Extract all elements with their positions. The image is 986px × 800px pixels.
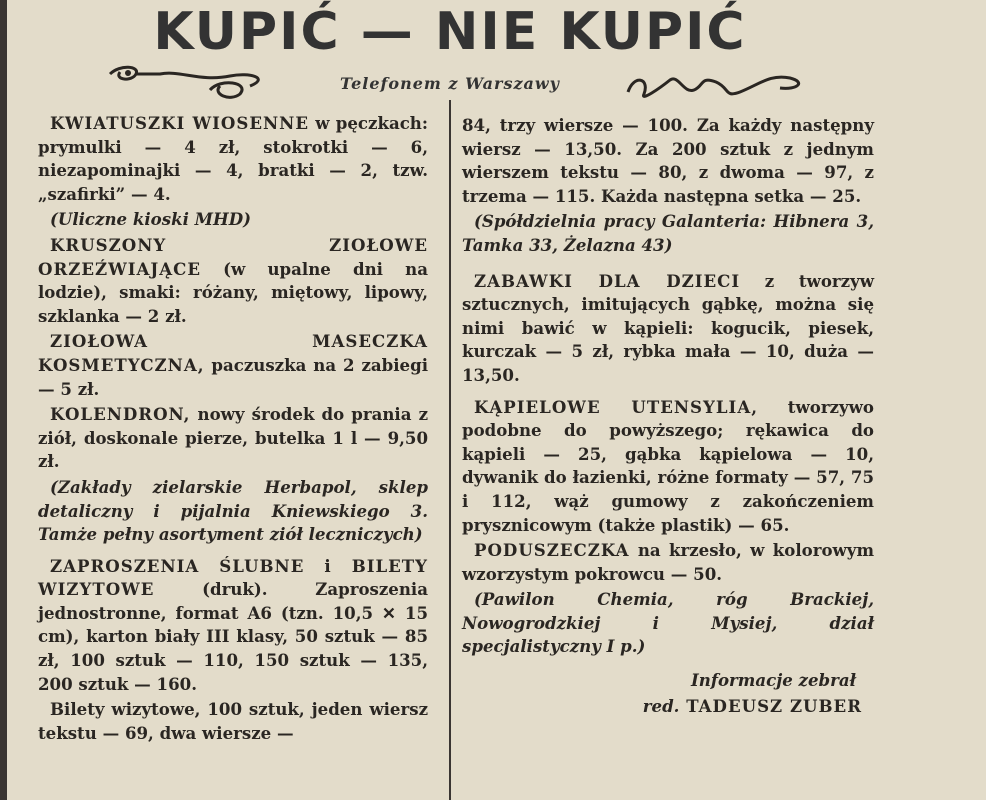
item-kolendron bbox=[38, 403, 428, 474]
item-bilety-continued: 84, trzy wiersze — 100. Za każdy następny wiersz — 13,50. Za 200 sztuk z jednym wierszem tekstu — 80, z dwoma — 97, z trzema — 115. Każda następna setka — 25. bbox=[462, 115, 874, 206]
item-zaproszenia bbox=[38, 555, 428, 697]
item-bilety: Bilety wizytowe, 100 sztuk, jeden wiersz tekstu — 69, dwa wiersze — bbox=[38, 699, 428, 743]
item-text: na krzesło, w kolorowym wzorzystym pokrowcu — 50. bbox=[462, 540, 874, 584]
item-text: paczuszka na 2 zabiegi — 5 zł. bbox=[38, 354, 428, 399]
item-source: (Pawilon Chemia, róg Brackiej, Nowogrodzkiej i Mysiej, dział specjalistyczny I p.) bbox=[462, 589, 874, 657]
right-flourish-icon bbox=[620, 64, 820, 104]
item-heading: KRUSZONY ZIOŁOWE ORZEŹWIAJĄCE bbox=[38, 234, 428, 279]
item-heading: ZAPROSZENIA ŚLUBNE i BILETY WIZYTOWE bbox=[38, 555, 428, 600]
item-kruszony bbox=[38, 234, 428, 328]
item-heading: PODUSZECZKA bbox=[474, 540, 630, 561]
item-utensylia bbox=[462, 396, 874, 538]
item-source: (Zakłady zielarskie Herbapol, sklep detaliczny i pijalnia Kniewskiego 3. Tamże pełny asortyment ziół leczniczych) bbox=[38, 476, 428, 545]
item-text: (druk). Zaproszenia jednostronne, format A6 (tzn. 10,5 ✕ 15 cm), karton biały III klasy, 50 sztuk — 85 zł, 100 sztuk — 110, 150 sztuk — 135, 200 sztuk — 160. bbox=[38, 579, 428, 694]
item-source: (Uliczne kioski MHD) bbox=[50, 209, 251, 230]
item-text: nowy środek do prania z ziół, doskonale pierze, butelka 1 l — 9,50 zł. bbox=[38, 404, 428, 472]
item-text: tworzywo podobne do powyższego; rękawica do kąpieli — 25, gąbka kąpielowa — 10, dywanik do łazienki, różne formaty — 57, 75 i 112, wąż gumowy z zakończeniem prysznicowym (także plastik) — 65. bbox=[462, 396, 874, 535]
item-heading: KOLENDRON, bbox=[50, 404, 191, 425]
author-name: TADEUSZ ZUBER bbox=[679, 695, 862, 716]
left-flourish-icon bbox=[100, 60, 280, 104]
page-edge bbox=[0, 0, 7, 800]
article-title: KUPIĆ — NIE KUPIĆ bbox=[153, 2, 747, 62]
item-maseczka bbox=[38, 330, 428, 401]
credit-line: Informacje zebrał bbox=[691, 670, 856, 691]
item-heading: KWIATUSZKI WIOSENNE bbox=[50, 113, 309, 133]
author-prefix: red. bbox=[642, 695, 680, 716]
item-heading: KĄPIELOWE UTENSYLIA, bbox=[474, 396, 758, 417]
item-text: w pęczkach: prymulki — 4 zł, stokrotki — 6, niezapominajki — 4, bratki — 2, tzw. „szafirki” — 4. bbox=[38, 113, 428, 204]
author-line bbox=[462, 695, 862, 719]
item-poduszeczka bbox=[462, 539, 874, 586]
item-heading: ZABAWKI DLA DZIECI bbox=[474, 270, 741, 291]
item-text: (w upalne dni na lodzie), smaki: różany, miętowy, lipowy, szklanka — 2 zł. bbox=[38, 258, 428, 326]
right-column bbox=[462, 114, 874, 720]
item-text: z tworzyw sztucznych, imitujących gąbkę, można się nimi bawić w kąpieli: kogucik, piesek, kurczak — 5 zł, rybka mała — 10, duża — 13,50. bbox=[462, 270, 874, 385]
item-heading: ZIOŁOWA MASECZKA KOSMETYCZNA, bbox=[38, 331, 428, 375]
subtitle: Telefonem z Warszawy bbox=[340, 74, 560, 93]
item-zabawki bbox=[462, 270, 874, 388]
left-column bbox=[38, 112, 428, 747]
item-kwiatuszki bbox=[38, 112, 428, 206]
item-source: (Spółdzielnia pracy Galanteria: Hibnera 3, Tamka 33, Żelazna 43) bbox=[462, 211, 874, 255]
column-divider bbox=[449, 100, 451, 800]
